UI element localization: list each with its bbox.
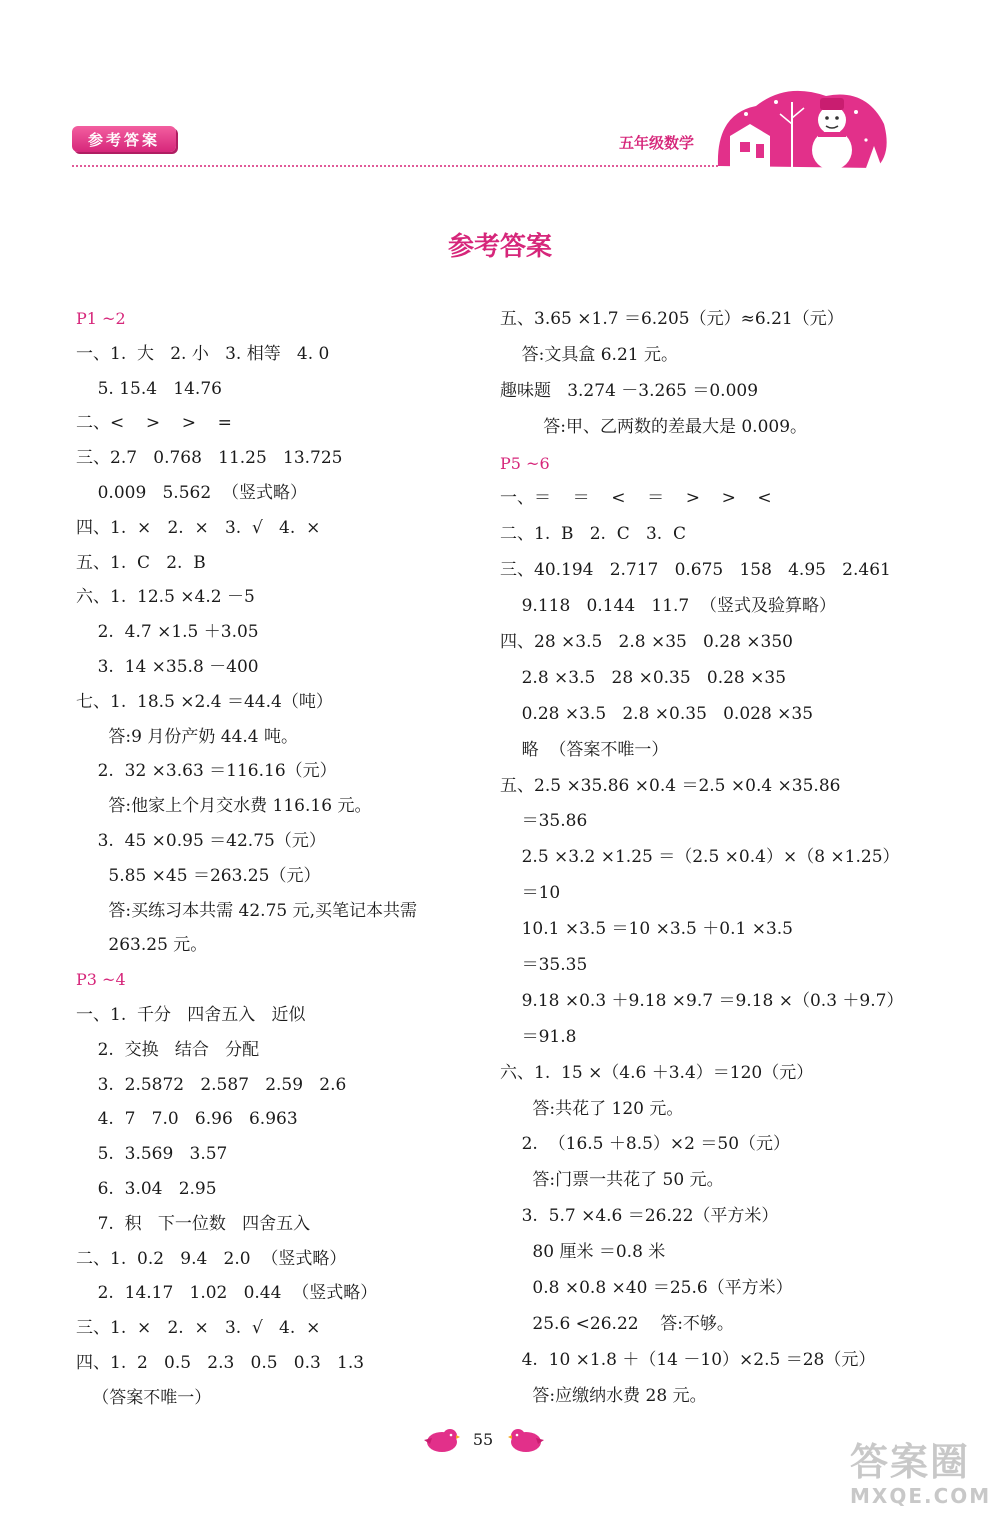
answer-line: 4. 7 7.0 6.96 6.963: [76, 1109, 298, 1130]
answer-line: 六、1. 12.5 ×4.2 －5: [76, 587, 255, 608]
answer-line: 25.6 <26.22 答:不够。: [500, 1313, 734, 1334]
answer-line: 3. 2.5872 2.587 2.59 2.6: [76, 1074, 347, 1095]
answer-line: 2. 32 ×3.63 ＝116.16（元）: [76, 761, 337, 782]
answer-line: 四、28 ×3.5 2.8 ×35 0.28 ×350: [500, 632, 794, 653]
answer-line: 答:文具盒 6.21 元。: [500, 344, 679, 365]
answer-line: 略 （答案不唯一）: [500, 739, 669, 760]
answer-line: 二、1. B 2. C 3. C: [500, 524, 687, 545]
answer-line: 答:应缴纳水费 28 元。: [500, 1385, 707, 1406]
answer-line: 答:共花了 120 元。: [500, 1098, 684, 1119]
answer-line: 2.5 ×3.2 ×1.25 ＝（2.5 ×0.4）×（8 ×1.25）: [500, 847, 900, 868]
answer-line: 五、3.65 ×1.7 ＝6.205（元）≈6.21（元）: [500, 309, 844, 329]
answer-line: 答:买练习本共需 42.75 元,买笔记本共需: [76, 900, 418, 921]
answer-line: 5. 15.4 14.76: [76, 378, 222, 399]
answer-line: 趣味题 3.274 －3.265 ＝0.009: [500, 380, 759, 401]
answer-line: 6. 3.04 2.95: [76, 1178, 217, 1199]
right-column: [500, 302, 920, 1415]
answer-line: 答:门票一共花了 50 元。: [500, 1170, 724, 1191]
page-number: 55: [472, 1430, 494, 1449]
answer-line: 0.28 ×3.5 2.8 ×0.35 0.028 ×35: [500, 703, 814, 724]
bird-icon: [420, 1426, 460, 1454]
answer-line: 五、2.5 ×35.86 ×0.4 ＝2.5 ×0.4 ×35.86: [500, 775, 841, 796]
answer-line: 一、＝ ＝ < ＝ > > <: [500, 488, 772, 509]
answer-line: 三、1. × 2. × 3. √ 4. ×: [76, 1318, 321, 1339]
answer-line: P3 ~4: [76, 970, 126, 990]
answer-line: （答案不唯一）: [76, 1387, 212, 1408]
page-title: 参考答案: [447, 232, 552, 262]
answer-line: ＝10: [500, 883, 561, 904]
answer-line: 三、40.194 2.717 0.675 158 4.95 2.461: [500, 560, 891, 581]
answer-line: 2. （16.5 ＋8.5）×2 ＝50（元）: [500, 1134, 791, 1155]
answer-line: 10.1 ×3.5 ＝10 ×3.5 ＋0.1 ×3.5: [500, 919, 793, 940]
answer-line: 2.8 ×3.5 28 ×0.35 0.28 ×35: [500, 667, 787, 688]
answer-line: 一、1. 大 2. 小 3. 相等 4. 0: [76, 343, 330, 364]
watermark-text: 答案圈: [850, 1440, 971, 1484]
answer-line: 3. 14 ×35.8 －400: [76, 656, 259, 677]
answer-line: 9.18 ×0.3 ＋9.18 ×9.7 ＝9.18 ×（0.3 ＋9.7）: [500, 990, 904, 1011]
left-column: [76, 302, 466, 1416]
answer-line: 3. 45 ×0.95 ＝42.75（元）: [76, 830, 326, 851]
answer-line: P5 ~6: [500, 453, 550, 473]
answer-line: 二、1. 0.2 9.4 2.0 （竖式略）: [76, 1248, 347, 1269]
bird-icon: [508, 1426, 548, 1454]
answer-line: 7. 积 下一位数 四舍五入: [76, 1213, 311, 1234]
answer-line: 80 厘米 ＝0.8 米: [500, 1242, 666, 1263]
watermark-url: MXQE.COM: [850, 1484, 992, 1508]
answer-line: 5.85 ×45 ＝263.25（元）: [76, 865, 321, 886]
answer-line: 三、2.7 0.768 11.25 13.725: [76, 448, 343, 469]
answer-line: 四、1. 2 0.5 2.3 0.5 0.3 1.3: [76, 1352, 365, 1373]
answer-line: 4. 10 ×1.8 ＋（14 －10）×2.5 ＝28（元）: [500, 1349, 876, 1370]
answer-line: 答:甲、乙两数的差最大是 0.009。: [500, 416, 808, 437]
answer-line: 四、1. × 2. × 3. √ 4. ×: [76, 517, 321, 538]
answer-line: 2. 14.17 1.02 0.44 （竖式略）: [76, 1283, 378, 1304]
answer-line: 3. 5.7 ×4.6 ＝26.22（平方米）: [500, 1206, 779, 1227]
answer-line: 七、1. 18.5 ×2.4 ＝44.4（吨）: [76, 691, 333, 712]
answer-line: 一、1. 千分 四舍五入 近似: [76, 1004, 306, 1025]
answer-line: 2. 4.7 ×1.5 ＋3.05: [76, 622, 259, 643]
answer-line: 0.8 ×0.8 ×40 ＝25.6（平方米）: [500, 1278, 793, 1299]
answer-line: 2. 交换 结合 分配: [76, 1039, 260, 1060]
answer-line: ＝91.8: [500, 1026, 577, 1047]
answer-line: 答:他家上个月交水费 116.16 元。: [76, 796, 372, 817]
answer-line: 0.009 5.562 （竖式略）: [76, 482, 307, 503]
header-divider: [72, 165, 718, 167]
header-badge: 参考答案: [72, 126, 176, 152]
answer-line: ＝35.35: [500, 955, 588, 976]
answer-line: ＝35.86: [500, 811, 588, 832]
snowman-decoration-icon: [716, 84, 888, 174]
watermark: [850, 1440, 992, 1510]
answer-line: 9.118 0.144 11.7 （竖式及验算略）: [500, 596, 837, 617]
header-subject: 五年级数学: [619, 134, 695, 152]
answer-line: 263.25 元。: [76, 935, 208, 956]
answer-line: 五、1. C 2. B: [76, 552, 206, 573]
answer-line: 5. 3.569 3.57: [76, 1144, 228, 1165]
answer-line: P1 ~2: [76, 309, 126, 328]
answer-line: 六、1. 15 ×（4.6 ＋3.4）＝120（元）: [500, 1062, 814, 1083]
answer-line: 答:9 月份产奶 44.4 吨。: [76, 726, 299, 747]
answer-line: 二、< > > =: [76, 413, 232, 434]
